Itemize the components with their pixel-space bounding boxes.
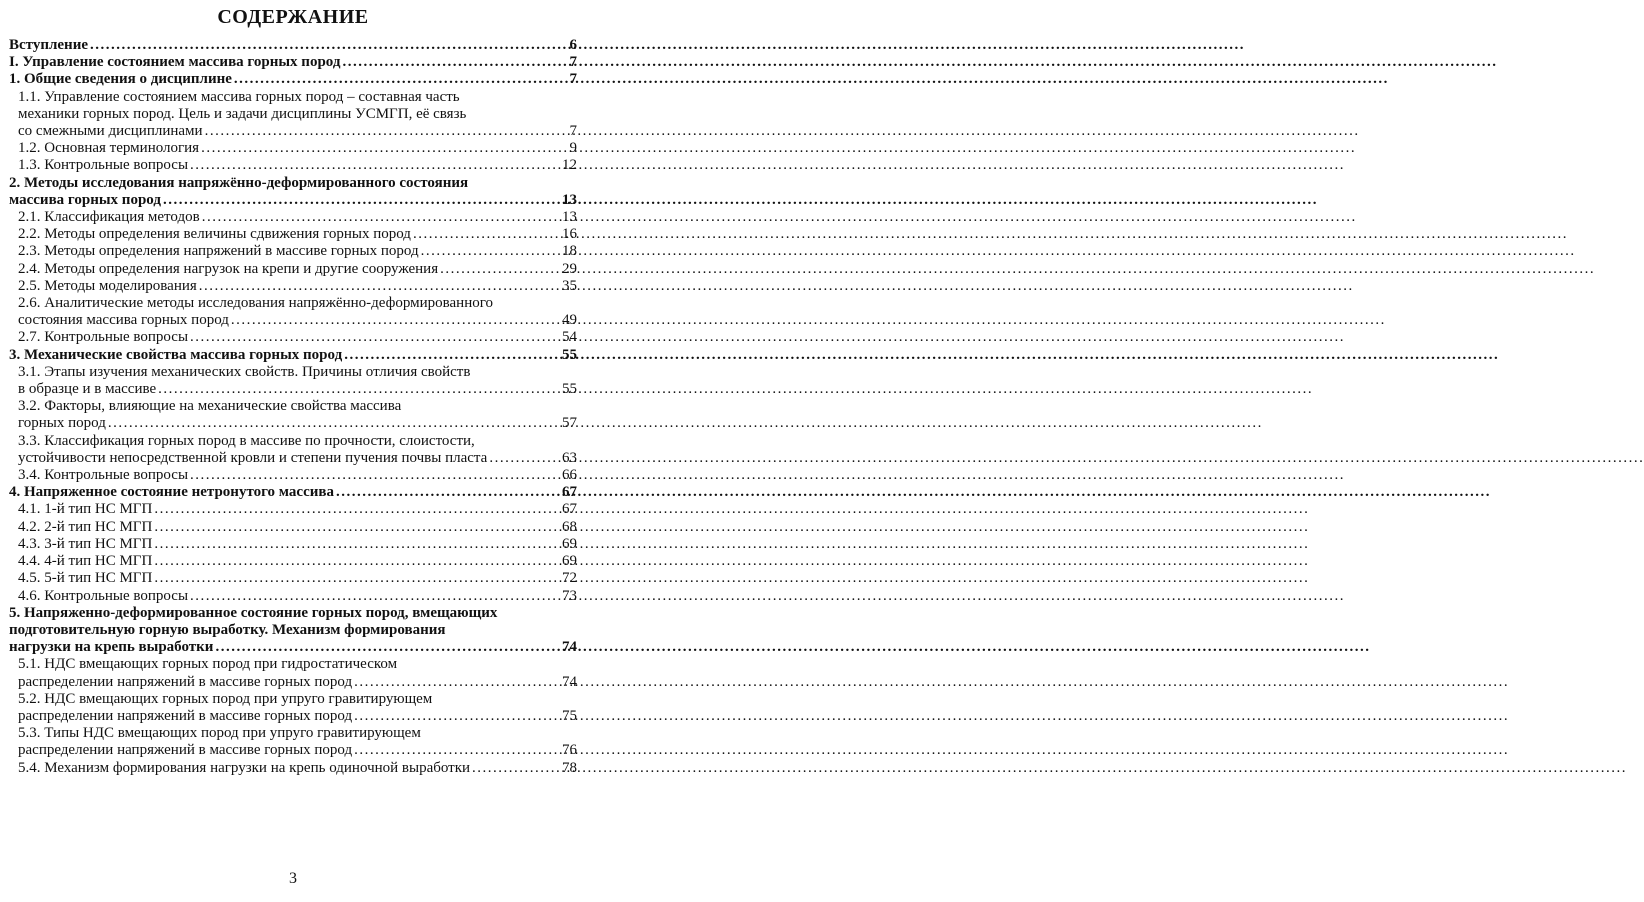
toc-entry-text: 2. Методы исследования напряжённо-деформированного состояния bbox=[9, 174, 469, 191]
toc-entry-line bbox=[18, 278, 577, 295]
toc-entry-text: 3.1. Этапы изучения механических свойств. Причины отличия свойств bbox=[18, 363, 471, 380]
toc-entry bbox=[9, 140, 577, 157]
toc-entry bbox=[9, 519, 577, 536]
toc-entry-text: 2.7. Контрольные вопросы bbox=[18, 329, 189, 346]
dot-leader bbox=[354, 674, 560, 691]
toc-page-number: 74 bbox=[562, 673, 577, 690]
toc-entry-text: распределении напряжений в массиве горных пород bbox=[18, 673, 353, 690]
toc-page-number: 6 bbox=[569, 37, 577, 53]
toc-entry-line bbox=[18, 329, 577, 346]
dot-leader bbox=[190, 588, 560, 605]
dot-leader bbox=[489, 450, 560, 467]
toc-page-number: 35 bbox=[562, 277, 577, 294]
toc-entry-line bbox=[9, 54, 577, 71]
toc-entry-text: со смежными дисциплинами bbox=[18, 123, 203, 140]
toc-page-number: 69 bbox=[562, 535, 577, 552]
toc-entry-line bbox=[9, 37, 577, 54]
toc-entry-line bbox=[18, 570, 577, 587]
toc-entry-line bbox=[18, 381, 577, 398]
toc-entry-text: 3.4. Контрольные вопросы bbox=[18, 467, 189, 484]
toc-entry-text: горных пород bbox=[18, 415, 106, 432]
toc-entry-text: 4.2. 2-й тип НС МГП bbox=[18, 518, 153, 535]
dot-leader bbox=[205, 123, 568, 140]
toc-entry-text: 2.1. Классификация методов bbox=[18, 209, 200, 226]
toc-entry-text: устойчивости непосредственной кровли и степени пучения почвы пласта bbox=[18, 449, 488, 466]
dot-leader bbox=[413, 226, 560, 243]
toc-entry-text: подготовительную горную выработку. Механизм формирования bbox=[9, 621, 446, 638]
toc-entry-text: 2.2. Методы определения величины сдвижения горных пород bbox=[18, 226, 411, 243]
toc-entry-text: 3.2. Факторы, влияющие на механические свойства массива bbox=[18, 398, 402, 415]
toc-entry-line bbox=[18, 123, 577, 140]
toc-entry-line bbox=[18, 261, 577, 278]
toc-page-number: 7 bbox=[569, 54, 577, 71]
toc-page-number: 75 bbox=[562, 707, 577, 724]
toc-entry-line bbox=[18, 519, 577, 536]
page-title: СОДЕРЖАНИЕ bbox=[217, 6, 369, 28]
toc-page-number: 16 bbox=[562, 226, 577, 243]
toc-entry bbox=[9, 329, 577, 346]
toc-entry-text: массива горных пород bbox=[9, 191, 161, 208]
toc-entry-line bbox=[18, 467, 577, 484]
dot-leader bbox=[90, 37, 568, 54]
toc-page-number: 57 bbox=[562, 415, 577, 432]
table-of-contents bbox=[9, 37, 577, 777]
toc-entry-text: 3. Механические свойства массива горных пород bbox=[9, 346, 343, 363]
toc-entry-text: 4.1. 1-й тип НС МГП bbox=[18, 501, 153, 518]
toc-entry-text: 5. Напряженно-деформированное состояние горных пород, вмещающих bbox=[9, 604, 498, 621]
toc-entry-line bbox=[18, 450, 577, 467]
toc-page-number: 55 bbox=[562, 346, 577, 363]
toc-page-number: 9 bbox=[569, 140, 577, 157]
toc-page-number: 69 bbox=[562, 553, 577, 570]
toc-page-number: 67 bbox=[562, 484, 577, 501]
toc-page-number: 67 bbox=[562, 501, 577, 518]
toc-entry bbox=[9, 725, 577, 759]
toc-entry-line bbox=[9, 192, 577, 209]
toc-page-number: 18 bbox=[562, 243, 577, 260]
dot-leader bbox=[190, 329, 560, 346]
toc-entry-text: 4.4. 4-й тип НС МГП bbox=[18, 553, 153, 570]
page-number: 3 bbox=[289, 870, 297, 887]
toc-entry bbox=[9, 89, 577, 141]
dot-leader bbox=[354, 742, 560, 759]
toc-entry-line bbox=[18, 536, 577, 553]
toc-entry-line bbox=[18, 742, 577, 759]
dot-leader bbox=[231, 312, 560, 329]
toc-entry bbox=[9, 37, 577, 54]
toc-entry-text: 1.1. Управление состоянием массива горных пород – составная часть bbox=[18, 88, 460, 105]
toc-entry-text: нагрузки на крепь выработки bbox=[9, 639, 214, 656]
toc-entry bbox=[9, 588, 577, 605]
toc-entry-text: 1.2. Основная терминология bbox=[18, 140, 200, 157]
dot-leader bbox=[190, 467, 560, 484]
toc-entry-text: 2.4. Методы определения нагрузок на крепи и другие сооружения bbox=[18, 260, 439, 277]
dot-leader bbox=[202, 209, 560, 226]
toc-entry-text: Вступление bbox=[9, 37, 88, 53]
dot-leader bbox=[234, 71, 568, 88]
toc-page-number: 66 bbox=[562, 467, 577, 484]
toc-entry bbox=[9, 71, 577, 88]
dot-leader bbox=[199, 278, 560, 295]
toc-page-number: 12 bbox=[562, 157, 577, 174]
dot-leader bbox=[154, 553, 560, 570]
dot-leader bbox=[190, 157, 560, 174]
toc-entry-line bbox=[18, 415, 577, 432]
toc-entry-text: механики горных пород. Цель и задачи дисциплины УСМГП, её связь bbox=[18, 105, 467, 122]
dot-leader bbox=[154, 570, 560, 587]
toc-entry bbox=[9, 347, 577, 364]
dot-leader bbox=[336, 484, 560, 501]
dot-leader bbox=[344, 347, 560, 364]
toc-entry-text: 4.3. 3-й тип НС МГП bbox=[18, 535, 153, 552]
toc-entry-text: 2.3. Методы определения напряжений в массиве горных пород bbox=[18, 243, 419, 260]
toc-entry bbox=[9, 209, 577, 226]
toc-entry-line bbox=[18, 209, 577, 226]
toc-page-number: 7 bbox=[569, 71, 577, 88]
document-page bbox=[0, 0, 586, 902]
toc-entry-text: 4.6. Контрольные вопросы bbox=[18, 587, 189, 604]
toc-entry bbox=[9, 364, 577, 398]
toc-entry-line bbox=[18, 708, 577, 725]
toc-entry-line bbox=[18, 501, 577, 518]
toc-entry-text: 3.3. Классификация горных пород в массиве по прочности, слоистости, bbox=[18, 432, 475, 449]
dot-leader bbox=[342, 54, 567, 71]
toc-page-number: 73 bbox=[562, 587, 577, 604]
toc-entry bbox=[9, 605, 577, 657]
dot-leader bbox=[201, 140, 567, 157]
dot-leader bbox=[215, 639, 560, 656]
toc-entry bbox=[9, 398, 577, 432]
toc-entry-text: 5.4. Механизм формирования нагрузки на крепь одиночной выработки bbox=[18, 759, 471, 776]
toc-entry bbox=[9, 433, 577, 467]
toc-entry bbox=[9, 278, 577, 295]
toc-entry-line bbox=[9, 484, 577, 501]
toc-page-number: 78 bbox=[562, 759, 577, 776]
toc-entry-text: 2.6. Аналитические методы исследования напряжённо-деформированного bbox=[18, 295, 493, 312]
dot-leader bbox=[421, 243, 560, 260]
dot-leader bbox=[154, 536, 560, 553]
toc-entry-text: в образце и в массиве bbox=[18, 381, 157, 398]
toc-page-number: 55 bbox=[562, 381, 577, 398]
toc-entry-line bbox=[18, 760, 577, 777]
toc-entry bbox=[9, 175, 577, 209]
toc-entry bbox=[9, 467, 577, 484]
toc-entry bbox=[9, 691, 577, 725]
toc-entry bbox=[9, 536, 577, 553]
toc-page-number: 76 bbox=[562, 742, 577, 759]
dot-leader bbox=[154, 519, 560, 536]
toc-page-number: 29 bbox=[562, 260, 577, 277]
toc-entry-line bbox=[18, 140, 577, 157]
toc-entry bbox=[9, 226, 577, 243]
dot-leader bbox=[440, 261, 560, 278]
toc-entry bbox=[9, 484, 577, 501]
toc-entry-text: 5.3. Типы НДС вмещающих пород при упруго гравитирующем bbox=[18, 725, 421, 742]
toc-entry bbox=[9, 553, 577, 570]
dot-leader bbox=[108, 415, 560, 432]
toc-entry-text: распределении напряжений в массиве горных пород bbox=[18, 742, 353, 759]
toc-entry bbox=[9, 656, 577, 690]
toc-entry-line bbox=[9, 347, 577, 364]
toc-entry-text: 5.2. НДС вмещающих горных пород при упруго гравитирующем bbox=[18, 690, 433, 707]
toc-page-number: 13 bbox=[562, 209, 577, 226]
toc-entry-line bbox=[18, 226, 577, 243]
toc-entry-text: 2.5. Методы моделирования bbox=[18, 277, 197, 294]
toc-entry bbox=[9, 261, 577, 278]
toc-page-number: 72 bbox=[562, 570, 577, 587]
toc-entry-text: распределении напряжений в массиве горных пород bbox=[18, 707, 353, 724]
toc-page-number: 49 bbox=[562, 312, 577, 329]
dot-leader bbox=[354, 708, 560, 725]
toc-entry bbox=[9, 54, 577, 71]
toc-page-number: 54 bbox=[562, 329, 577, 346]
toc-entry bbox=[9, 157, 577, 174]
toc-entry-text: 1. Общие сведения о дисциплине bbox=[9, 71, 232, 88]
toc-entry bbox=[9, 570, 577, 587]
toc-entry bbox=[9, 760, 577, 777]
dot-leader bbox=[154, 501, 560, 518]
toc-entry-line bbox=[18, 312, 577, 329]
toc-entry-text: 4. Напряженное состояние нетронутого массива bbox=[9, 484, 334, 501]
toc-entry-text: 4.5. 5-й тип НС МГП bbox=[18, 570, 153, 587]
toc-entry-line bbox=[9, 71, 577, 88]
toc-entry-line bbox=[18, 553, 577, 570]
toc-entry bbox=[9, 501, 577, 518]
toc-page-number: 13 bbox=[562, 191, 577, 208]
toc-entry bbox=[9, 243, 577, 260]
toc-page-number: 68 bbox=[562, 518, 577, 535]
toc-page-number: 63 bbox=[562, 449, 577, 466]
toc-entry bbox=[9, 295, 577, 329]
toc-entry-text: состояния массива горных пород bbox=[18, 312, 229, 329]
toc-entry-line bbox=[18, 674, 577, 691]
toc-entry-line bbox=[9, 639, 577, 656]
dot-leader bbox=[158, 381, 560, 398]
toc-entry-text: I. Управление состоянием массива горных пород bbox=[9, 54, 341, 71]
toc-entry-text: 1.3. Контрольные вопросы bbox=[18, 157, 189, 174]
toc-entry-text: 5.1. НДС вмещающих горных пород при гидростатическом bbox=[18, 656, 398, 673]
dot-leader bbox=[163, 192, 560, 209]
toc-entry-line bbox=[18, 243, 577, 260]
dot-leader bbox=[472, 760, 560, 777]
toc-page-number: 74 bbox=[562, 639, 577, 656]
toc-entry-line bbox=[18, 157, 577, 174]
toc-entry-line bbox=[18, 588, 577, 605]
toc-page-number: 7 bbox=[569, 123, 577, 140]
